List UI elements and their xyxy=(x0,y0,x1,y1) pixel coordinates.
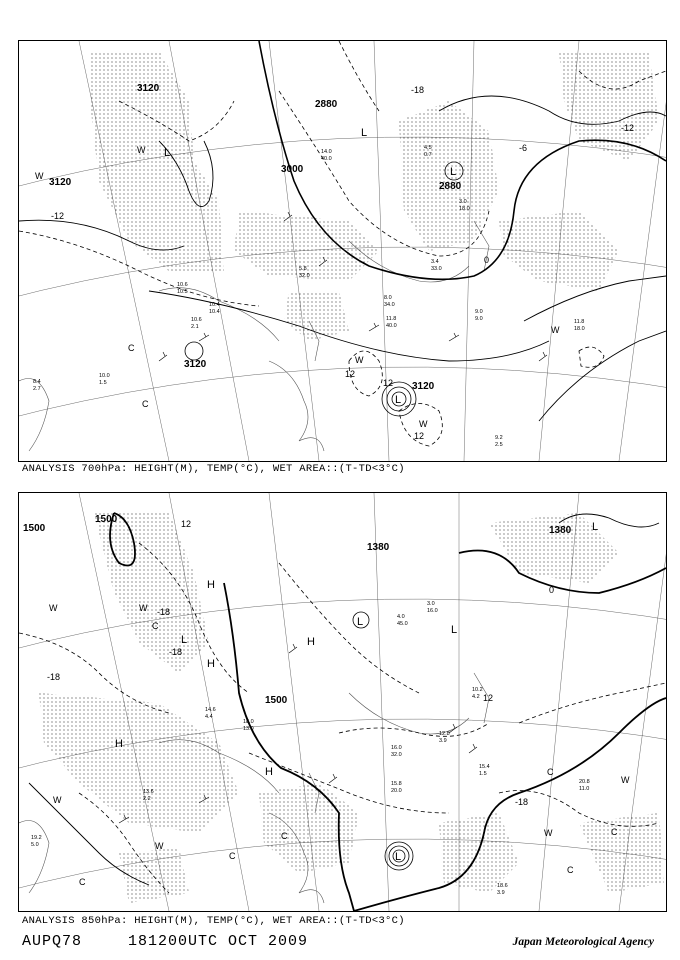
station-plot xyxy=(397,614,408,627)
svg-text:11.0: 11.0 xyxy=(579,786,590,792)
svg-text:10.5: 10.5 xyxy=(177,289,188,295)
station-plot xyxy=(472,687,483,700)
panel-caption-850hpa: ANALYSIS 850hPa: HEIGHT(M), TEMP(°C), WET AREA::(T-TD<3°C) xyxy=(22,915,405,927)
isotherm-label: 0 xyxy=(484,255,490,265)
svg-text:10.4: 10.4 xyxy=(209,309,220,315)
svg-text:9.0: 9.0 xyxy=(475,309,483,315)
svg-text:0.7: 0.7 xyxy=(424,152,432,158)
height-label: 2880 xyxy=(315,99,338,110)
svg-text:2.1: 2.1 xyxy=(191,324,199,330)
cold-mark: C xyxy=(611,827,618,837)
station-plot xyxy=(391,781,402,794)
svg-text:14.6: 14.6 xyxy=(205,707,216,713)
station-plot xyxy=(191,317,202,330)
svg-text:8.4: 8.4 xyxy=(33,379,41,385)
svg-text:9.2: 9.2 xyxy=(495,435,503,441)
high-center-label: H xyxy=(115,738,123,750)
station-plot xyxy=(479,764,490,777)
svg-text:5.0: 5.0 xyxy=(31,842,39,848)
low-center-label: L xyxy=(592,521,599,533)
svg-text:4.5: 4.5 xyxy=(424,145,432,151)
svg-text:20.0: 20.0 xyxy=(391,788,402,794)
warm-mark: W xyxy=(49,603,58,613)
svg-text:3.9: 3.9 xyxy=(497,890,505,896)
low-center-label: L xyxy=(451,624,458,636)
svg-text:16.0: 16.0 xyxy=(391,745,402,751)
isotherm-label: -18 xyxy=(411,85,425,95)
isotherm-label: 12 xyxy=(414,431,425,441)
cold-mark: C xyxy=(547,767,554,777)
station-plot xyxy=(177,282,188,295)
isotherm-label: -12 xyxy=(51,211,65,221)
cold-mark: C xyxy=(281,831,288,841)
isotherm-label: 12 xyxy=(345,369,356,379)
station-plot xyxy=(205,707,216,720)
low-center-label: L xyxy=(357,616,364,628)
svg-text:15.4: 15.4 xyxy=(479,764,490,770)
svg-text:11.8: 11.8 xyxy=(574,319,585,325)
station-plot xyxy=(497,883,508,896)
isotherm-label: 12 xyxy=(483,693,494,703)
svg-text:4.0: 4.0 xyxy=(397,614,405,620)
svg-text:2.2: 2.2 xyxy=(143,796,151,802)
height-label: 1380 xyxy=(367,542,390,553)
height-label: 3120 xyxy=(184,359,207,370)
warm-mark: W xyxy=(53,795,62,805)
warm-mark: W xyxy=(35,171,44,181)
svg-text:18.0: 18.0 xyxy=(574,326,585,332)
svg-text:3.9: 3.9 xyxy=(439,738,447,744)
warm-mark: W xyxy=(551,325,560,335)
svg-text:13.6: 13.6 xyxy=(143,789,154,795)
height-label: 3120 xyxy=(49,177,72,188)
svg-text:2.7: 2.7 xyxy=(33,386,41,392)
svg-text:15.8: 15.8 xyxy=(391,781,402,787)
svg-text:40.0: 40.0 xyxy=(321,156,332,162)
station-plot xyxy=(384,295,395,308)
svg-text:1.5: 1.5 xyxy=(99,380,107,386)
isotherm-label: -18 xyxy=(157,607,171,617)
svg-text:20.8: 20.8 xyxy=(579,779,590,785)
svg-text:10.6: 10.6 xyxy=(191,317,202,323)
high-center-label: H xyxy=(207,579,215,591)
svg-text:5.8: 5.8 xyxy=(299,266,307,272)
svg-text:9.0: 9.0 xyxy=(475,316,483,322)
low-center-label: L xyxy=(395,851,402,863)
svg-text:18.0: 18.0 xyxy=(243,719,254,725)
station-plot xyxy=(424,145,432,158)
svg-text:10.4: 10.4 xyxy=(209,302,220,308)
cold-mark: C xyxy=(229,851,236,861)
station-plot xyxy=(579,779,590,792)
high-center-label: H xyxy=(265,766,273,778)
warm-mark: W xyxy=(544,828,553,838)
svg-text:19.2: 19.2 xyxy=(31,835,42,841)
warm-mark: W xyxy=(621,775,630,785)
svg-text:32.0: 32.0 xyxy=(299,273,310,279)
low-center-label: L xyxy=(395,394,402,406)
wet-area xyxy=(39,513,664,903)
svg-text:3.4: 3.4 xyxy=(431,259,439,265)
station-plot xyxy=(439,731,450,744)
cold-mark: C xyxy=(79,877,86,887)
isotherm-label: 0 xyxy=(549,585,555,595)
warm-mark: W xyxy=(155,841,164,851)
svg-text:3.0: 3.0 xyxy=(459,199,467,205)
warm-mark: W xyxy=(139,603,148,613)
cold-mark: C xyxy=(128,343,135,353)
height-label: 1500 xyxy=(265,695,288,706)
low-center-label: L xyxy=(181,634,188,646)
svg-text:32.0: 32.0 xyxy=(391,752,402,758)
valid-time: 181200UTC OCT 2009 xyxy=(128,933,309,950)
low-center-label: L xyxy=(361,127,368,139)
height-label: 2880 xyxy=(439,181,462,192)
low-center-label: L xyxy=(164,147,171,159)
cold-mark: C xyxy=(567,865,574,875)
svg-text:10.2: 10.2 xyxy=(472,687,483,693)
agency-name: Japan Meteorological Agency xyxy=(512,936,654,948)
station-plot xyxy=(427,601,438,614)
station-plot xyxy=(243,719,254,732)
station-plot xyxy=(209,302,220,315)
svg-text:2.5: 2.5 xyxy=(495,442,503,448)
station-plot xyxy=(321,149,332,162)
svg-text:34.0: 34.0 xyxy=(384,302,395,308)
svg-text:4.2: 4.2 xyxy=(472,694,480,700)
station-plot xyxy=(391,745,402,758)
high-center-label: H xyxy=(307,636,315,648)
svg-text:1.5: 1.5 xyxy=(479,771,487,777)
svg-text:16.0: 16.0 xyxy=(427,608,438,614)
cold-mark: C xyxy=(142,399,149,409)
isotherm-label: -18 xyxy=(169,647,183,657)
svg-text:40.0: 40.0 xyxy=(386,323,397,329)
isotherm-label: -18 xyxy=(515,797,529,807)
warm-mark: W xyxy=(355,355,364,365)
svg-text:12.8: 12.8 xyxy=(439,731,450,737)
svg-text:33.0: 33.0 xyxy=(431,266,442,272)
low-center-label: L xyxy=(450,166,457,178)
svg-text:4.4: 4.4 xyxy=(205,714,213,720)
height-label: 1500 xyxy=(95,514,118,525)
analysis-map-700hpa xyxy=(18,40,667,462)
station-plot xyxy=(99,373,110,386)
station-plot xyxy=(431,259,442,272)
height-label: 3000 xyxy=(281,164,304,175)
station-plot xyxy=(386,316,397,329)
svg-text:3.0: 3.0 xyxy=(427,601,435,607)
product-id: AUPQ78 xyxy=(22,933,83,950)
height-label: 1500 xyxy=(23,523,46,534)
isotherm-label: 12 xyxy=(383,378,394,388)
isotherm-label: -18 xyxy=(47,672,61,682)
isotherm-label: 12 xyxy=(181,519,192,529)
isotherm-label: -12 xyxy=(621,123,635,133)
svg-text:45.0: 45.0 xyxy=(397,621,408,627)
station-plot xyxy=(31,835,42,848)
isotherm-label: -6 xyxy=(519,143,528,153)
svg-text:10.0: 10.0 xyxy=(99,373,110,379)
height-label: 3120 xyxy=(137,83,160,94)
svg-text:11.8: 11.8 xyxy=(386,316,397,322)
svg-text:18.0: 18.0 xyxy=(459,206,470,212)
height-label: 1380 xyxy=(549,525,572,536)
svg-text:8.0: 8.0 xyxy=(384,295,392,301)
svg-text:18.6: 18.6 xyxy=(497,883,508,889)
station-plot xyxy=(475,309,483,322)
svg-text:14.0: 14.0 xyxy=(321,149,332,155)
svg-text:13.0: 13.0 xyxy=(243,726,254,732)
station-plot xyxy=(33,379,41,392)
cold-mark: C xyxy=(152,621,159,631)
station-plot xyxy=(574,319,585,332)
height-label: 3120 xyxy=(412,381,435,392)
high-center-label: H xyxy=(207,658,215,670)
analysis-map-850hpa xyxy=(18,492,667,912)
svg-text:10.6: 10.6 xyxy=(177,282,188,288)
panel-caption-700hpa: ANALYSIS 700hPa: HEIGHT(M), TEMP(°C), WET AREA::(T-TD<3°C) xyxy=(22,463,405,475)
station-plot xyxy=(495,435,503,448)
warm-mark: W xyxy=(419,419,428,429)
warm-mark: W xyxy=(137,145,146,155)
